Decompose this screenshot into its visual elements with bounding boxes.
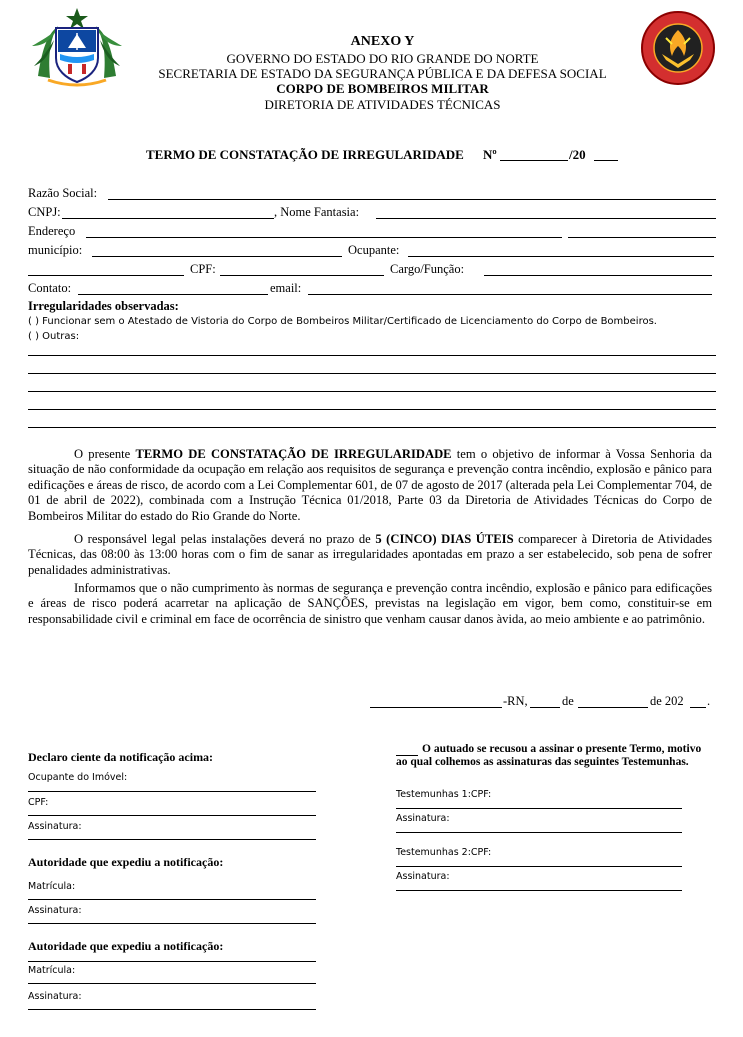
cnpj-field[interactable] [62, 218, 274, 219]
year-label: /20 [569, 147, 586, 162]
autoridade-heading-1: Autoridade que expediu a notificação: [28, 855, 224, 869]
month-field[interactable] [578, 707, 648, 708]
testemunha-1-field[interactable] [396, 808, 682, 809]
email-label: email: [270, 281, 302, 295]
ocupante-label: Ocupante: [348, 243, 400, 257]
right-assinatura-field-2[interactable] [396, 890, 682, 891]
government-line: GOVERNO DO ESTADO DO RIO GRANDE DO NORTE [226, 51, 539, 66]
left-assinatura-label-2: Assinatura: [28, 905, 82, 916]
state-coat-of-arms-logo [28, 6, 126, 88]
annex-title: ANEXO Y [350, 34, 415, 49]
municipio-label: município: [28, 243, 83, 257]
irregularity-option-no-license[interactable]: ( ) Funcionar sem o Atestado de Vistoria do Corpo de Bombeiros Militar/Certificado de Licenciamento do Corpo de Bombeiros. [28, 316, 657, 327]
right-assinatura-label-1: Assinatura: [396, 813, 450, 824]
document-title: TERMO DE CONSTATAÇÃO DE IRREGULARIDADE [146, 147, 464, 162]
ocupante-imovel-label: Ocupante do Imóvel: [28, 772, 128, 783]
left-assinatura-field-1[interactable] [28, 839, 316, 840]
secretariat-line: SECRETARIA DE ESTADO DA SEGURANÇA PÚBLICA E DA DEFESA SOCIAL [158, 66, 607, 81]
nome-fantasia-label: , Nome Fantasia: [274, 205, 360, 219]
autoridade-field-2[interactable] [28, 961, 316, 962]
paragraph-sanctions: Informamos que o não cumprimento às normas de segurança e prevenção contra incêndio, explosão e pânico para edificações e áreas de risco poderá acarretar na aplicação de SANÇÕES, previstas na legislação em vigor, bem como, constituir-se em responsabilidade civil e criminal em face de ocorrência de sinistro que venham causar danos àvida, ao meio ambiente e ao patrimônio. [28, 581, 712, 626]
left-assinatura-label-3: Assinatura: [28, 991, 82, 1002]
rn-label: -RN, [503, 694, 528, 708]
left-cpf-field[interactable] [28, 815, 316, 816]
cnpj-label: CNPJ: [28, 205, 61, 219]
testemunha-2-field[interactable] [396, 866, 682, 867]
de-label-2: de 202 [650, 694, 684, 708]
other-irregularities-line-5[interactable] [28, 427, 716, 428]
other-irregularities-line-2[interactable] [28, 373, 716, 374]
other-irregularities-line-1[interactable] [28, 355, 716, 356]
testemunha-2-label: Testemunhas 2:CPF: [396, 847, 492, 858]
left-cpf-label: CPF: [28, 797, 49, 808]
right-assinatura-field-1[interactable] [396, 832, 682, 833]
other-irregularities-line-3[interactable] [28, 391, 716, 392]
number-label: Nº [483, 147, 497, 162]
right-assinatura-label-2: Assinatura: [396, 871, 450, 882]
cpf-label: CPF: [190, 262, 216, 276]
left-assinatura-field-3[interactable] [28, 1009, 316, 1010]
nome-fantasia-field[interactable] [376, 218, 716, 219]
email-field[interactable] [308, 294, 712, 295]
ocupante-name-field[interactable] [28, 275, 184, 276]
irregularities-heading: Irregularidades observadas: [28, 299, 179, 313]
matricula-label-2: Matrícula: [28, 965, 76, 976]
testemunha-1-label: Testemunhas 1:CPF: [396, 789, 492, 800]
paragraph-purpose: O presente TERMO DE CONSTATAÇÃO DE IRREGULARIDADE tem o objetivo de informar à Vossa Senhoria da situação de não conformidade da ocupação em relação aos requisitos de segurança e prevenção contra incêndio, explosão e pânico para edificações e áreas de risco, de acordo com a Lei Complementar 601, de 07 de agosto de 2017 (alterada pela Lei Complementar 704, de 01 de abril de 2022), combinada com a Instrução Técnica 01/2018, Parte 03 da Diretoria de Atividades Técnicas do Corpo de Bombeiros Militar do estado do Rio Grande do Norte. [28, 447, 712, 523]
number-blank [500, 160, 568, 161]
other-irregularities-line-4[interactable] [28, 409, 716, 410]
razao-social-field[interactable] [108, 199, 716, 200]
endereco-field[interactable] [86, 237, 562, 238]
day-field[interactable] [530, 707, 560, 708]
declaro-heading: Declaro ciente da notificação acima: [28, 750, 214, 764]
ocupante-field[interactable] [408, 256, 714, 257]
de-label-1: de [562, 694, 574, 708]
irregularity-option-other[interactable]: ( ) Outras: [28, 331, 80, 342]
contato-label: Contato: [28, 281, 72, 295]
left-assinatura-label-1: Assinatura: [28, 821, 82, 832]
year-field[interactable] [690, 707, 706, 708]
date-end: . [707, 694, 711, 708]
year-blank [594, 160, 618, 161]
cpf-field[interactable] [220, 275, 384, 276]
matricula-field-1[interactable] [28, 899, 316, 900]
endereco-field-2[interactable] [568, 237, 716, 238]
fire-department-line: CORPO DE BOMBEIROS MILITAR [276, 81, 489, 96]
ocupante-imovel-field[interactable] [28, 791, 316, 792]
cargo-label: Cargo/Função: [390, 262, 465, 276]
matricula-label-1: Matrícula: [28, 881, 76, 892]
contato-field[interactable] [78, 294, 268, 295]
municipio-field[interactable] [92, 256, 342, 257]
paragraph-deadline: O responsável legal pelas instalações deverá no prazo de 5 (CINCO) DIAS ÚTEIS comparecer à Diretoria de Atividades Técnicas, das 08:00 às 13:00 horas com o fim de sanar as irregularidades apontadas em prazo a ser estabelecido, sob pena de sofrer penalidades administrativas. [28, 532, 712, 577]
left-assinatura-field-2[interactable] [28, 923, 316, 924]
cargo-field[interactable] [484, 275, 712, 276]
directorate-line: DIRETORIA DE ATIVIDADES TÉCNICAS [264, 97, 501, 112]
refused-statement: O autuado se recusou a assinar o presente Termo, motivo ao qual colhemos as assinaturas das seguintes Testemunhas. [396, 743, 702, 768]
city-field[interactable] [370, 707, 502, 708]
matricula-field-2[interactable] [28, 983, 316, 984]
autoridade-heading-2: Autoridade que expediu a notificação: [28, 939, 224, 953]
fire-department-seal-logo [640, 8, 716, 88]
endereco-label: Endereço [28, 224, 76, 238]
razao-social-label: Razão Social: [28, 186, 98, 200]
